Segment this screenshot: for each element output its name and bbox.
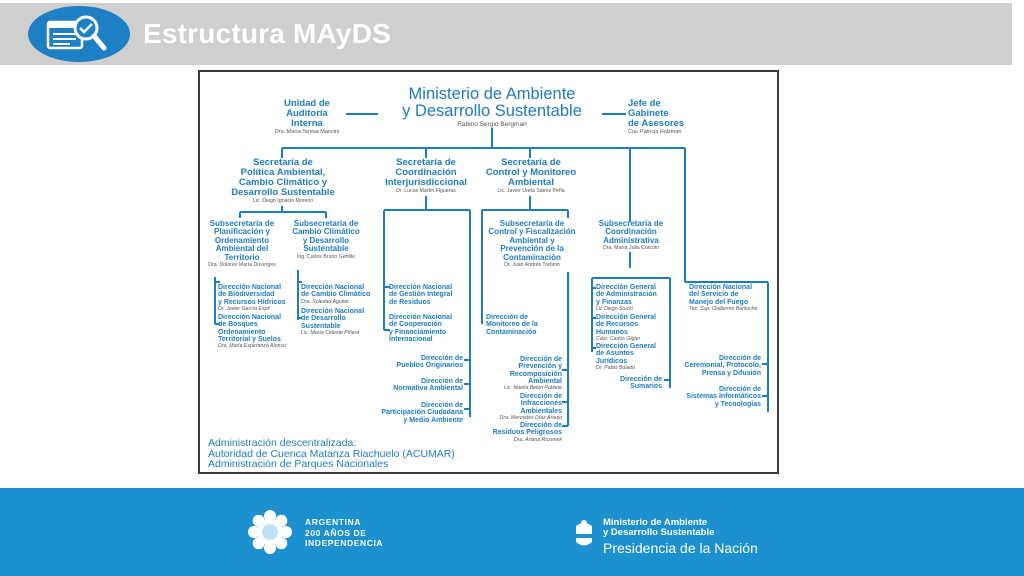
sec-politica-node xyxy=(220,158,346,204)
dn-desarrollo-l1: Dirección Nacional xyxy=(301,308,365,315)
d-pueblos-l1: Dirección de xyxy=(420,355,463,362)
dn-cooperacion-node xyxy=(389,314,469,343)
admin-note xyxy=(208,438,455,470)
sub-control-l2: Control y Fiscalización xyxy=(488,227,576,237)
dn-desarrollo-node xyxy=(301,308,381,336)
dg-administracion-l3: y Finanzas xyxy=(596,298,632,306)
sec-coordinacion-person: Dr. Lucas Martín Figueras xyxy=(396,187,456,194)
jefe-gabinete-name-l3: de Asesores xyxy=(628,117,685,129)
dn-cambio-person: Dra. Soledad Aguilar xyxy=(301,298,349,305)
dn-fuego-l3: Manejo del Fuego xyxy=(689,298,749,306)
d-infracciones-l3: Ambientales xyxy=(520,407,562,415)
sub-cambio-person: Ing. Carlos Bruno Gentile xyxy=(296,253,356,260)
admin-note-l1: Administración descentralizada: xyxy=(208,437,357,449)
d-monitoreo-l1: Dirección de xyxy=(486,314,529,321)
sec-politica-l3: Cambio Climático y xyxy=(238,176,328,188)
d-sumarios-l1: Dirección de xyxy=(619,376,662,383)
arg-l2: 200 AÑOS DE xyxy=(305,527,367,538)
sub-control-l4: Prevención de la xyxy=(500,244,564,254)
jefe-gabinete-name-l2: Gabinete xyxy=(628,107,669,119)
sub-cambio-l4: Sustentable xyxy=(303,244,349,254)
footer xyxy=(0,488,1024,576)
dg-juridicos-l2: de Asuntos xyxy=(596,350,634,358)
jefe-gabinete-name-l1: Jefe de xyxy=(628,98,661,109)
d-normativa-l1: Dirección de xyxy=(420,378,463,385)
arg-l1: ARGENTINA xyxy=(305,517,361,527)
dg-rrhh-l3: Humanos xyxy=(596,328,628,336)
sec-politica-person: Lic. Diego Ignacio Moreno xyxy=(252,197,314,204)
dn-desarrollo-l2: de Desarrollo xyxy=(301,315,346,323)
d-ceremonial-node xyxy=(670,355,761,377)
dn-biodiversidad-l1: Dirección Nacional xyxy=(218,284,282,291)
auditoria-node xyxy=(262,99,352,136)
jefe-gabinete-node xyxy=(628,99,718,136)
d-prevencion-l3: Recomposición xyxy=(509,370,562,378)
sub-control-person: Dr. Juan Andrés Trebino xyxy=(504,261,560,268)
dg-rrhh-node xyxy=(596,314,672,342)
dn-cambio-node xyxy=(301,284,381,305)
d-ceremonial-l2: Ceremonial, Protocolo, xyxy=(684,362,761,370)
ministerio-logo-text xyxy=(603,518,758,556)
dn-biodiversidad-node xyxy=(218,284,298,312)
sub-coord-admin-node xyxy=(592,220,670,252)
d-sumarios-node xyxy=(604,376,662,391)
sub-planificacion-l3: Ordenamiento xyxy=(214,235,270,245)
sub-planificacion-l1: Subsecretaría de xyxy=(209,219,275,228)
d-sumarios-l2: Sumarios xyxy=(630,383,662,391)
national-shield-icon xyxy=(573,518,595,550)
sec-control-node xyxy=(478,158,584,194)
d-prevencion-person: Lic. Noelia Belén Poblete xyxy=(504,385,562,392)
sub-planificacion-l2: Planificación y xyxy=(213,227,271,237)
d-prevencion-l1: Dirección de xyxy=(519,356,562,363)
dg-administracion-l1: Dirección General xyxy=(596,284,656,291)
d-sistemas-l3: y Tecnologías xyxy=(714,400,761,408)
d-monitoreo-l3: Contaminación xyxy=(486,328,537,336)
dg-administracion-person: Lic Diego Siucki xyxy=(596,306,633,313)
dn-bosques-person: Dra. María Esperanza Alonso xyxy=(218,343,286,350)
d-participacion-l1: Dirección de xyxy=(420,402,463,409)
d-peligrosos-l1: Dirección de xyxy=(519,422,562,429)
document-search-icon xyxy=(28,6,130,62)
d-infracciones-l1: Dirección de xyxy=(519,393,562,400)
auditoria-name-l1: Unidad de xyxy=(284,98,330,109)
sec-politica-l1: Secretaría de xyxy=(253,157,313,168)
dg-juridicos-person: Dr. Pablo Bolado xyxy=(596,365,636,372)
sub-coord-admin-person: Dra. María Julia Cúrcolo xyxy=(603,245,659,252)
org-chart xyxy=(198,70,779,474)
dn-bosques-l3: Ordenamiento xyxy=(218,328,266,336)
sub-coord-admin-l1: Subsecretaría de xyxy=(598,219,664,228)
dn-residuos-l3: de Residuos xyxy=(389,298,431,306)
dn-desarrollo-l3: Sustentable xyxy=(301,322,341,330)
sub-control-l5: Contaminación xyxy=(503,252,561,262)
dn-bosques-l1: Dirección Nacional xyxy=(218,314,282,321)
dn-residuos-l1: Dirección Nacional xyxy=(389,284,453,291)
d-monitoreo-node xyxy=(486,314,566,336)
dg-administracion-l2: de Administración xyxy=(596,291,657,299)
ministerio-person: Rabino Sergio Bergman xyxy=(457,120,527,128)
dn-fuego-l2: del Servicio de xyxy=(689,291,739,299)
sec-coordinacion-l3: Interjurisdiccional xyxy=(385,176,467,188)
dn-bosques-l2: de Bosques xyxy=(218,321,258,329)
sub-cambio-l3: y Desarrollo xyxy=(302,235,350,245)
dn-cambio-l2: de Cambio Climático xyxy=(301,291,371,299)
sub-planificacion-node xyxy=(204,220,280,268)
d-prevencion-l2: Prevención y xyxy=(518,363,562,371)
dn-fuego-node xyxy=(689,284,771,312)
d-participacion-l3: y Medio Ambiente xyxy=(403,416,463,424)
sec-coordinacion-l2: Coordinación xyxy=(395,166,457,178)
sub-planificacion-l5: Territorio xyxy=(224,252,260,262)
dn-cooperacion-l4: Internacional xyxy=(389,336,433,344)
sec-politica-l4: Desarrollo Sustentable xyxy=(231,186,335,198)
sub-cambio-l2: Cambio Climático xyxy=(292,227,360,237)
arg-l3: INDEPENDENCIA xyxy=(305,538,384,549)
d-peligrosos-l2: Residuos Peligrosos xyxy=(492,429,562,437)
sub-planificacion-person: Dra. Dolores María Duverges xyxy=(208,261,276,268)
min-l1: Ministerio de Ambiente xyxy=(603,517,708,528)
argentina-bicentenario-text xyxy=(305,517,383,549)
d-prevencion-node xyxy=(480,356,562,392)
d-pueblos-l2: Pueblos Originarios xyxy=(396,362,463,370)
admin-note-l2: Autoridad de Cuenca Matanza Riachuelo (ACUMAR) xyxy=(208,447,455,460)
d-peligrosos-person: Dra. Ariana Rozenek xyxy=(514,436,562,443)
auditoria-name-l2: Auditoría xyxy=(286,107,328,119)
sub-control-l1: Subsecretaría de xyxy=(499,219,565,228)
sub-control-node xyxy=(480,220,584,268)
dn-residuos-l2: de Gestión Integral xyxy=(389,291,453,299)
d-prevencion-l4: Ambiental xyxy=(528,378,562,386)
min-l2: y Desarrollo Sustentable xyxy=(603,527,715,539)
sec-control-l1: Secretaría de xyxy=(501,157,561,168)
min-l3: Presidencia de la Nación xyxy=(603,539,758,556)
dn-biodiversidad-l3: y Recursos Hídricos xyxy=(218,298,286,306)
dn-cooperacion-l2: de Cooperación xyxy=(389,321,442,329)
sec-politica-l2: Política Ambiental, xyxy=(240,166,326,178)
page-title: Estructura MAyDS xyxy=(143,18,391,49)
auditoria-person: Dra. María Teresa Mancini xyxy=(274,128,340,135)
sub-coord-admin-l3: Administrativa xyxy=(603,235,659,245)
bicentennial-flower-icon xyxy=(246,508,294,556)
d-participacion-node xyxy=(360,402,463,424)
dg-administracion-node xyxy=(596,284,672,312)
sec-control-l3: Ambiental xyxy=(508,176,554,188)
dn-bosques-l4: Territorial y Suelos xyxy=(218,336,281,344)
admin-note-l3: Administración de Parques Nacionales xyxy=(208,458,389,470)
ministerio-name-l2: y Desarrollo Sustentable xyxy=(402,102,582,121)
dg-juridicos-l1: Dirección General xyxy=(596,343,656,350)
d-pueblos-node xyxy=(370,355,463,370)
auditoria-name-l3: Interna xyxy=(291,117,323,129)
dn-biodiversidad-person: Dr. Javier García Espil xyxy=(218,306,270,313)
sec-coordinacion-l1: Secretaría de xyxy=(396,157,456,168)
d-infracciones-person: Dra. Mercedes Díaz Araujo xyxy=(499,415,562,422)
sub-cambio-l1: Subsecretaría de xyxy=(293,219,359,228)
sec-control-person: Lic. Javier Ureta Sáenz Peña xyxy=(497,187,565,194)
dn-fuego-person: Tec. Sup. Guillermo Bariloche xyxy=(689,306,758,313)
dn-cooperacion-l3: y Financiamiento xyxy=(389,328,447,336)
d-infracciones-l2: Infracciones xyxy=(520,400,562,408)
dg-rrhh-l1: Dirección General xyxy=(596,314,656,321)
dg-juridicos-l3: Jurídicos xyxy=(596,357,628,365)
dn-bosques-node xyxy=(218,314,298,350)
d-infracciones-node xyxy=(480,393,562,421)
sub-coord-admin-l2: Coordinación xyxy=(605,227,657,237)
d-monitoreo-l2: Monitoreo de la xyxy=(486,321,538,329)
dn-residuos-node xyxy=(389,284,469,306)
d-normativa-l2: Normativa Ambiental xyxy=(393,385,463,393)
sec-coordinacion-node xyxy=(376,158,476,194)
dn-desarrollo-person: Lic. María Celeste Piñera xyxy=(301,330,360,337)
sub-control-l3: Ambiental y xyxy=(509,235,555,245)
dg-juridicos-node xyxy=(596,343,672,371)
dn-fuego-l1: Dirección Nacional xyxy=(689,284,753,291)
dn-cambio-l1: Dirección Nacional xyxy=(301,284,365,291)
sub-planificacion-l4: Ambiental del xyxy=(215,244,269,254)
ministerio-name-l1: Ministerio de Ambiente xyxy=(408,85,576,103)
d-sistemas-node xyxy=(670,386,761,408)
sec-control-l2: Control y Monitoreo xyxy=(485,166,577,178)
jefe-gabinete-person: Cra. Patricia Holzman xyxy=(628,128,682,135)
d-sistemas-l2: Sistemas Informáticos xyxy=(686,393,761,401)
dn-biodiversidad-l2: de Biodiversidad xyxy=(218,291,275,299)
dg-rrhh-l2: de Recursos xyxy=(596,321,639,329)
d-peligrosos-node xyxy=(480,422,562,443)
d-ceremonial-l1: Dirección de xyxy=(718,355,761,362)
dn-cooperacion-l1: Dirección Nacional xyxy=(389,314,453,321)
dg-rrhh-person: Cdor. Carlos Gigler xyxy=(596,336,641,343)
d-participacion-l2: Participación Ciudadana xyxy=(381,409,463,417)
sub-cambio-node xyxy=(286,220,366,260)
ministerio-node xyxy=(380,86,604,128)
d-normativa-node xyxy=(370,378,463,393)
d-ceremonial-l3: Prensa y Difusión xyxy=(701,369,761,377)
d-sistemas-l1: Dirección de xyxy=(718,386,761,393)
